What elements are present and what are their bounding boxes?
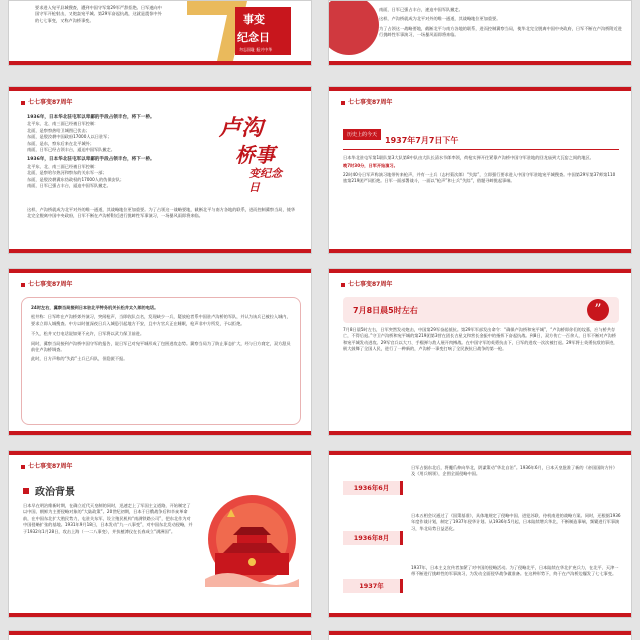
tiananmen-illustration [197,487,307,597]
slide4-p2: 晚7时30分，日军开始演习。 [343,163,398,169]
calligraphy-3: 变纪念日 [249,167,282,194]
badge-line2: 纪念日 [237,31,270,44]
slide8-bottom-bar [329,613,631,617]
slide-6[interactable] [328,268,632,436]
slide3-bottom-bar [9,249,311,253]
slide4-header: 七七事变87周年 [341,97,392,106]
calligraphy-1: 卢沟 [219,115,264,141]
slide7-body: 日本早在明治维新时期，在确立近代天皇制的同时，迅速走上了军国主义道路，开始制定了以中国、朝鲜为主要侵略对象的“大陆政策”。20世纪初期，日本于日俄战争后和辛亥革命前，在中国东北扩大殖民势力，屯驻关东军，设立殖民机构“南满铁路公司”，把东北作为对中国侵略扩张的基地。1931年9月18日，日本发动“九一八事变”，对中国东北发动侵略，并于1932年1月28日，攻击上海（一·二八事变），并扶植溥仪在长春成立“满洲国”。 [23,503,193,534]
slide3-line-4: 东面，是东，察东后来在北平城外； [27,140,95,146]
slide-4[interactable] [328,86,632,254]
slide-7[interactable] [8,450,312,618]
slide2-bottom-bar [329,61,631,65]
title-marker [23,488,29,494]
slide3-line-3: 东面，是殷汝耕中国政府17000人以日驻军； [27,134,112,140]
slide3-title-2: 1936年，日本华北驻屯军以卑鄙的手段占领丰台，将下一桥。 [27,157,155,163]
slide3-line2-1: 北平东、北、南三面已经被日军控制： [27,163,99,169]
timeline-year: 1937年 [343,579,403,593]
slide8-top-bar [329,451,631,455]
slide1-bottom-bar [9,61,311,65]
slide3-line2-3: 东面，是殷汝耕冀东伪政权的17000人的伪保安队； [27,176,125,182]
slide5-top-bar [9,269,311,273]
slide5-p3: 不久，松井又打电话说如果不允许，日军将以武力保卫前进。 [31,331,145,337]
slide5-p4: 同时，冀察当局接到卢沟桥中国守军的报告，说日军已对宛平城形成了包围进攻态势。冀察当局为了防止事态扩大，经与日方商定，双方派员前往卢沟桥调查。 [31,340,291,353]
quote-icon: ” [587,299,609,321]
slide9-top-bar [9,631,311,635]
badge-small: 勿忘国耻 振兴中华 [239,47,273,52]
tiananmen-icon [197,487,307,597]
slide3-line-1: 北平东、北、南三面已经被日军控制： [27,121,99,127]
timeline-entry [343,465,621,513]
slide3-header: 七七事变87周年 [21,97,72,106]
timeline-entry [343,565,621,613]
slide5-header: 七七事变87周年 [21,279,72,288]
slide5-p2: 松井称：日军昨在卢沟桥郊外演习，突闻枪声，当即收队点名，发现缺少一兵，疑放枪者系中国驻卢沟桥的军队，并认为该兵已被拉入城内，要求立即入城搜查。中方以时值深夜日兵入城恐引起地方不安，且中方官兵正在睡眠，枪声非中方所发，予以拒绝。 [31,314,291,326]
slide6-header: 七七事变87周年 [341,279,392,288]
red-star-decoration [328,0,379,55]
slide-8[interactable] [328,450,632,618]
slide-5[interactable] [8,268,312,436]
slide3-tail: 这样，卢沟桥就成为北平对外的唯一通道，其战略地位更加重要。为了占领这一战略要地，截断北平与南方各地的联系，进而控制冀察当局，使华北完全脱离中国中央政府，日军不断在卢沟桥附近进行挑衅性军事演习，一场暴风雨即将来临。 [27,207,296,219]
slide-3[interactable] [8,86,312,254]
slide5-bottom-bar [9,431,311,435]
slide4-date: 1937年7月7日下午 [385,136,459,145]
slide5-p1: 24时左右，冀察当局接到日本驻北平特务机关长松井太久郎的电话。 [31,305,159,310]
slide-10[interactable] [328,630,632,640]
anniversary-badge [177,1,297,61]
date-underline [343,149,619,150]
slide3-title: 1936年，日本华北驻屯军以卑鄙的手段占领丰台，将下一桥。 [27,115,155,120]
slide-1[interactable] [8,0,312,66]
slide7-bottom-bar [9,613,311,617]
timeline-entry [343,513,621,563]
slide6-body: 7月8日晨5时左右，日军突然发动炮击，中国第29军奋起抵抗。第29军军部发出命令：“确保卢沟桥和宛平城”，“卢沟桥即你们的坟墓，应与桥共存亡，不得后退。”守卫卢沟桥和宛平城的第219团第3营在团长吉星文和营长金振中的指挥下奋起抗战。到8日，双方伤亡一百余人，日军不断对卢沟桥和宛平城发动进攻。29军官兵以大刀、手榴弹与敌人展开肉搏战。在中国守军的英勇抗击下，日军的进攻一次次被打退。29军将士英勇抗敌的事迹，极大鼓舞了全国人民，进行了一种新的，卢沟桥一事变打响了全民族抗日战争的第一枪。 [343,327,618,352]
slide4-top-bar [329,87,631,91]
slide3-top-bar [9,87,311,91]
slide3-line2-4: 南面，日军已强占丰台，逼迫中国军队撤走。 [27,183,111,189]
slide7-top-bar [9,451,311,455]
history-today-pill: 历史上的今天 [343,129,381,140]
timeline-text: 日军占据东北后，将魔爪伸向华北，阴谋策动“华北自治”。1936年6月，日本天皇批准了新的《帝国国防方针》及《用兵纲领》，企图全面侵略中国。 [411,465,618,477]
slide4-bottom-bar [329,249,631,253]
slide2-line-2: 这样，卢沟桥就成为北平对外的唯一通道，其战略地位更加重要。 [379,16,501,22]
slide6-top-bar [329,269,631,273]
slide10-top-bar [329,631,631,635]
slide-2[interactable] [328,0,632,66]
calligraphy-2: 桥事 [235,143,275,167]
slide6-bottom-bar [329,431,631,435]
slide-9[interactable] [8,630,312,640]
slide7-title: 政治背景 [35,487,75,498]
slide3-line-2: 北面，是察察热哈卫城图已伏击； [27,127,90,133]
slide4-p3: 22时40分日军声称演习地带传来枪声，并有一士兵（志村菊次郎）“失踪”，立即强行要求进入中国守军驻地宛平城搜查。中国第29军第37师第110旅第219团严词拒绝。日军一面部署战斗，一面以“枪声”和士兵“失踪”，借题寻衅挑起事端。 [343,171,616,184]
slide3-line-5: 南面，日军已经占领丰台，逼迫中国军队撤走。 [27,147,115,153]
slide2-line-1: 南面，日军已强占丰台，速迫中国军队撤走。 [379,7,463,12]
timeline-text: 日本五相会议通过了《国策基准》，具体地规定了侵略中国、进犯苏联、待机南进的战略方案。同时，还根据1936年度作战计划，制定了1937年侵华计划。从1936年5月起，日本陆续增兵华北，不断制造事端，频繁进行军事演习，华北局势日益恶化。 [411,513,621,531]
badge-line1: 事变 [243,13,265,26]
slide5-p5: 此时，日方声称的“失踪”士兵已归队，但隐匿不报。 [31,356,128,362]
timeline-year: 1936年8月 [343,531,403,545]
slide1-text: 要求进入宛平县城搜查，遭到中国守军第29军严辞拒绝。日军遂向中国守军开枪射击，又炮轰宛平城。第29军奋起抗战，这就是震惊中外的七七事变，又称卢沟桥事变。 [35,5,162,23]
slide4-p1: 日本华北驻屯军第1联队第3大队第8中队由大队长清水节郎率领，荷枪实弹开往紧靠卢沟桥中国守军驻地的回龙庙到大瓦窑之间的地区。 [343,155,594,160]
slide3-line2-2: 北面，是察哈尔热河和察东的关东军一部； [27,170,107,176]
slide2-line-3: 为了占领这一战略要地，截断北平与南方各地的联系，进而控制冀察当局，使华北完全脱离中国中央政府，日军不断在卢沟桥附近进行挑衅性军事演习，一场暴风雨即将来临。 [379,25,622,38]
timeline-year: 1936年6月 [343,481,403,495]
timeline-text: 1937年，日本主义宣传者加紧了对中国的侵略活动。为了侵略北平，日本陆续在华北扩充兵力，在北平、天津一带不断进行挑衅性的军事演习，为发动全面侵华战争做准备。在这种形势下，终于在卢沟桥边爆发了七七事变。 [411,565,619,577]
slide7-header: 七七事变87周年 [21,461,72,470]
slide6-date: 7月8日晨5时左右 [353,306,418,315]
